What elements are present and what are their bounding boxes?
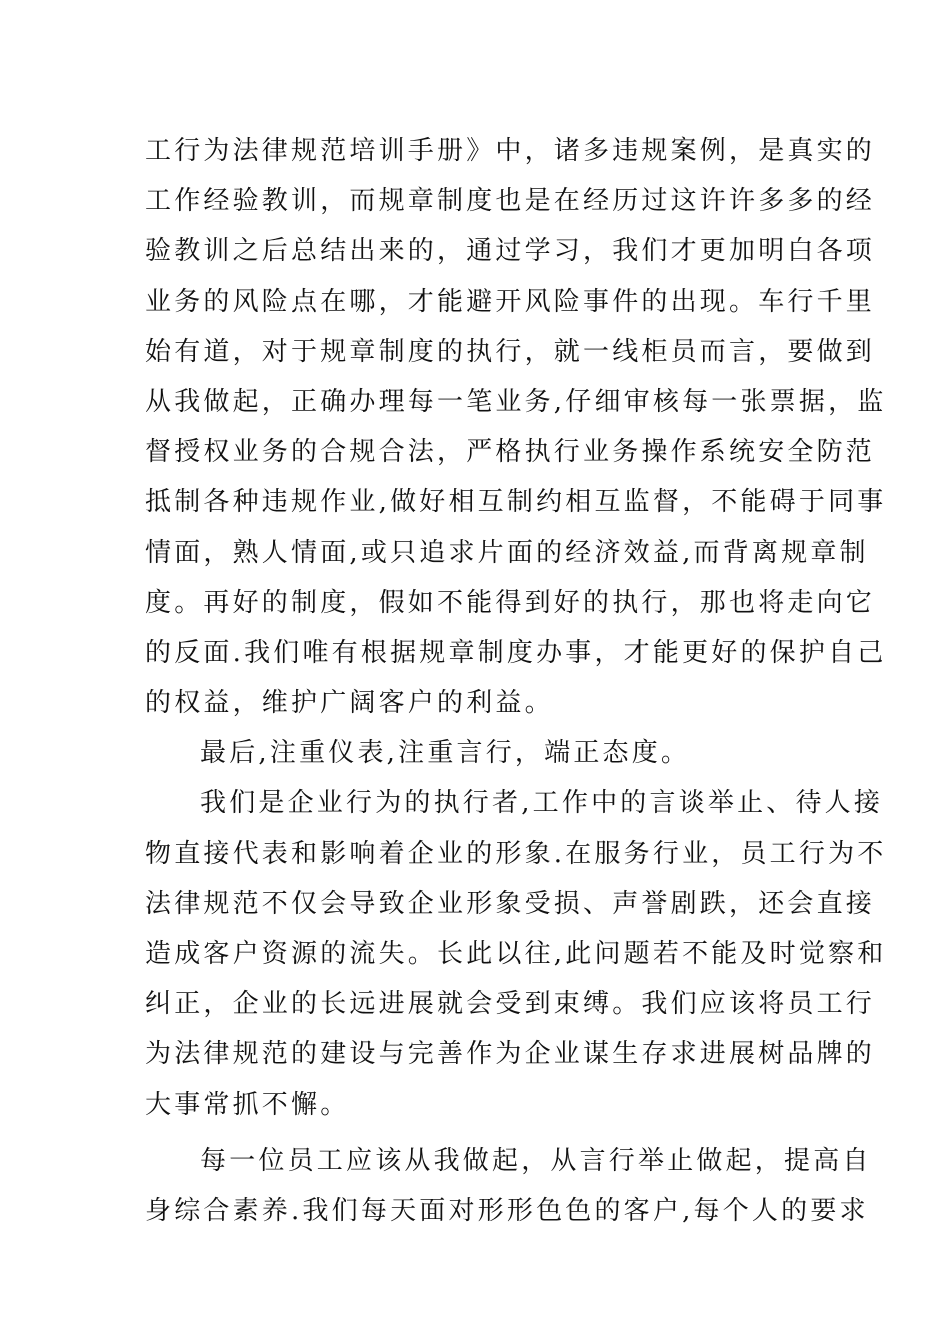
paragraph-section-heading bbox=[145, 728, 809, 778]
text-line: 工行为法律规范培训手册》中，诸多违规案例，是真实的 bbox=[145, 136, 876, 166]
text-line: 每一位员工应该从我做起，从言行举止做起，提高自 bbox=[200, 1145, 872, 1176]
text-line: 法律规范不仅会导致企业形象受损、声誉剧跌，还会直接 bbox=[145, 888, 876, 919]
paragraph-rules-and-regulations bbox=[145, 126, 887, 728]
text-line: 情面，熟人情面,或只追求片面的经济效益,而背离规章制 bbox=[145, 537, 869, 568]
text-line: 业务的风险点在哪，才能避开风险事件的出现。车行千里 bbox=[145, 286, 876, 317]
text-line: 身综合素养.我们每天面对形形色色的客户,每个人的要求 bbox=[145, 1195, 869, 1226]
text-line: 督授权业务的合规合法，严格执行业务操作系统安全防范 bbox=[145, 437, 876, 468]
text-line: 工作经验教训，而规章制度也是在经历过这许许多多的经 bbox=[145, 186, 876, 217]
text-line: 验教训之后总结出来的，通过学习，我们才更加明白各项 bbox=[145, 236, 876, 267]
text-line: 为法律规范的建设与完善作为企业谋生存求进展树品牌的 bbox=[145, 1039, 876, 1070]
document-body bbox=[145, 126, 887, 1236]
text-line: 抵制各种违规作业,做好相互制约相互监督，不能碍于同事 bbox=[145, 487, 887, 518]
section-heading-line: 最后,注重仪表,注重言行，端正态度。 bbox=[200, 738, 691, 769]
text-line: 度。再好的制度，假如不能得到好的执行，那也将走向它 bbox=[145, 587, 876, 618]
text-line: 物直接代表和影响着企业的形象.在服务行业，员工行为不 bbox=[145, 838, 887, 869]
text-line: 的反面.我们唯有根据规章制度办事，才能更好的保护自己 bbox=[145, 637, 887, 668]
text-line: 我们是企业行为的执行者,工作中的言谈举止、待人接 bbox=[200, 788, 884, 819]
paragraph-self-improvement bbox=[145, 1136, 872, 1236]
text-line: 始有道，对于规章制度的执行，就一线柜员而言，要做到 bbox=[145, 336, 876, 367]
text-line: 造成客户资源的流失。长此以往,此问题若不能及时觉察和 bbox=[145, 939, 887, 969]
text-line: 的权益，维护广阔客户的利益。 bbox=[145, 688, 554, 719]
text-line: 大事常抓不懈。 bbox=[145, 1089, 350, 1120]
text-line: 纠正，企业的长远进展就会受到束缚。我们应该将员工行 bbox=[145, 989, 876, 1020]
text-line: 从我做起，正确办理每一笔业务,仔细审核每一张票据，监 bbox=[145, 386, 887, 417]
paragraph-employee-behavior bbox=[145, 778, 887, 1129]
